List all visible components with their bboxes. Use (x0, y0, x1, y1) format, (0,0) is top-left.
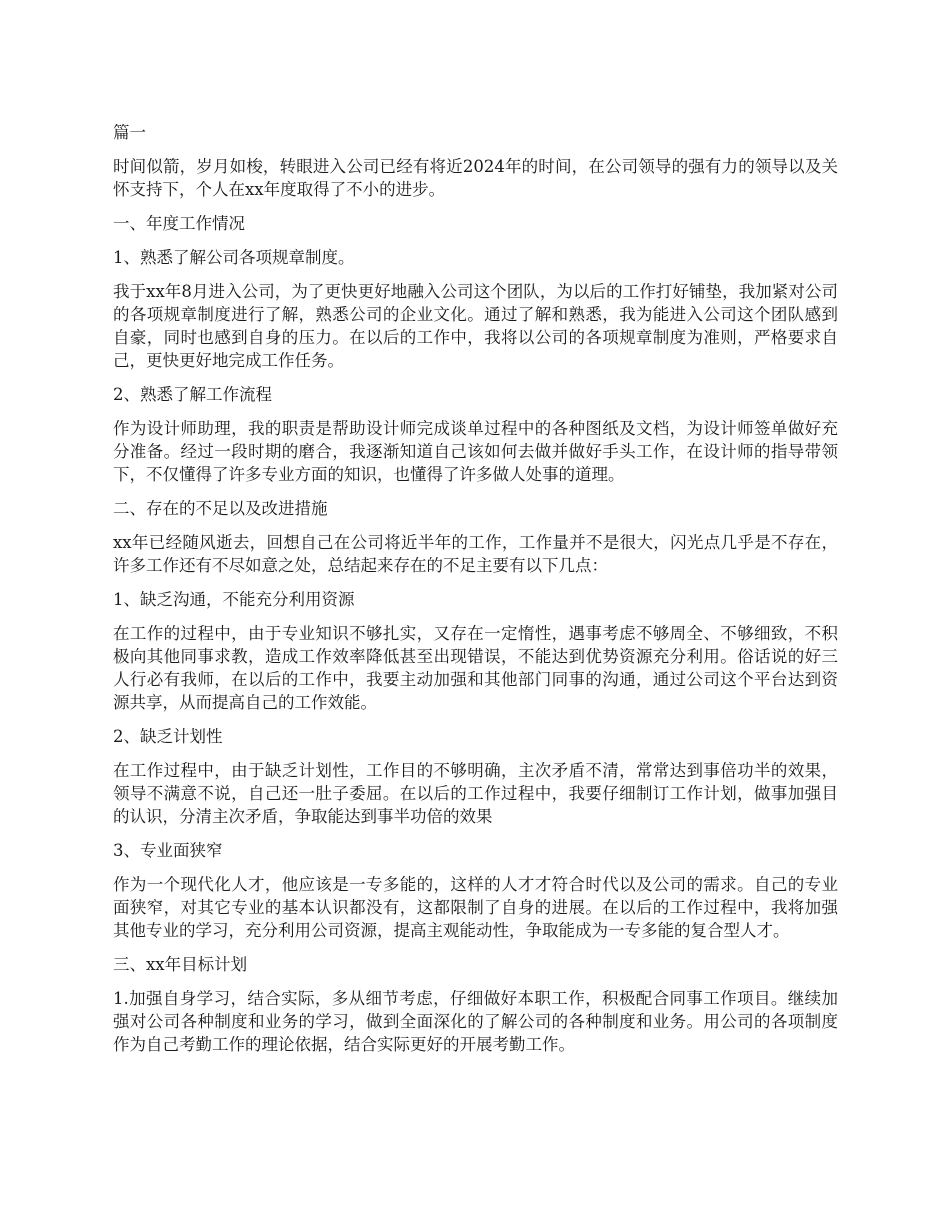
heading-goals: 三、xx年目标计划 (113, 955, 248, 974)
paragraph-communication: 在工作的过程中，由于专业知识不够扎实，又存在一定惰性，遇事考虑不够周全、不够细致，不积极向其他同事求教，造成工作效率降低甚至出现错误，不能达到优势资源充分利用。俗话说的好三人行必有我师，在以后的工作中，我要主动加强和其他部门同事的沟通，通过公司这个平台达到资源共享，从而提高自己的工作效能。 (113, 624, 838, 712)
heading-shortcomings: 二、存在的不足以及改进措施 (113, 499, 328, 518)
document-body (113, 121, 838, 1067)
subheading-specialty: 3、专业面狭窄 (113, 841, 223, 860)
paragraph-specialty: 作为一个现代化人才，他应该是一专多能的，这样的人才才符合时代以及公司的需求。自己的专业面狭窄，对其它专业的基本认识都没有，这都限制了自身的进展。在以后的工作过程中，我将加强其他专业的学习，充分利用公司资源，提高主观能动性，争取能成为一专多能的复合型人才。 (113, 875, 838, 940)
paragraph-shortcomings: xx年已经随风逝去，回想自己在公司将近半年的工作，工作量并不是很大，闪光点几乎是不存在，许多工作还有不尽如意之处，总结起来存在的不足主要有以下几点： (113, 533, 838, 575)
subheading-planning: 2、缺乏计划性 (113, 727, 223, 746)
section-title: 篇一 (113, 123, 146, 142)
paragraph-rules: 我于xx年8月进入公司，为了更快更好地融入公司这个团队，为以后的工作打好铺垫，我加紧对公司的各项规章制度进行了解，熟悉公司的企业文化。通过了解和熟悉，我为能进入公司这个团队感到自豪，同时也感到自身的压力。在以后的工作中，我将以公司的各项规章制度为准则，严格要求自己，更快更好地完成工作任务。 (113, 282, 838, 370)
paragraph-planning: 在工作过程中，由于缺乏计划性，工作目的不够明确，主次矛盾不清，常常达到事倍功半的效果，领导不满意不说，自己还一肚子委屈。在以后的工作过程中，我要仔细制订工作计划，做事加强目的认识，分清主次矛盾，争取能达到事半功倍的效果 (113, 761, 838, 826)
subheading-workflow: 2、熟悉了解工作流程 (113, 385, 272, 404)
paragraph-goals: 1.加强自身学习，结合实际，多从细节考虑，仔细做好本职工作，积极配合同事工作项目。继续加强对公司各种制度和业务的学习，做到全面深化的了解公司的各种制度和业务。用公司的各项制度作为自己考勤工作的理论依据，结合实际更好的开展考勤工作。 (113, 989, 838, 1054)
paragraph-intro: 时间似箭，岁月如梭，转眼进入公司已经有将近2024年的时间，在公司领导的强有力的领导以及关怀支持下，个人在xx年度取得了不小的进步。 (113, 157, 838, 199)
subheading-communication: 1、缺乏沟通，不能充分利用资源 (113, 590, 355, 609)
heading-annual-work: 一、年度工作情况 (113, 214, 245, 233)
paragraph-workflow: 作为设计师助理，我的职责是帮助设计师完成谈单过程中的各种图纸及文档，为设计师签单做好充分准备。经过一段时期的磨合，我逐渐知道自己该如何去做并做好手头工作，在设计师的指导带领下，不仅懂得了许多专业方面的知识，也懂得了许多做人处事的道理。 (113, 419, 838, 484)
subheading-rules: 1、熟悉了解公司各项规章制度。 (113, 248, 355, 267)
